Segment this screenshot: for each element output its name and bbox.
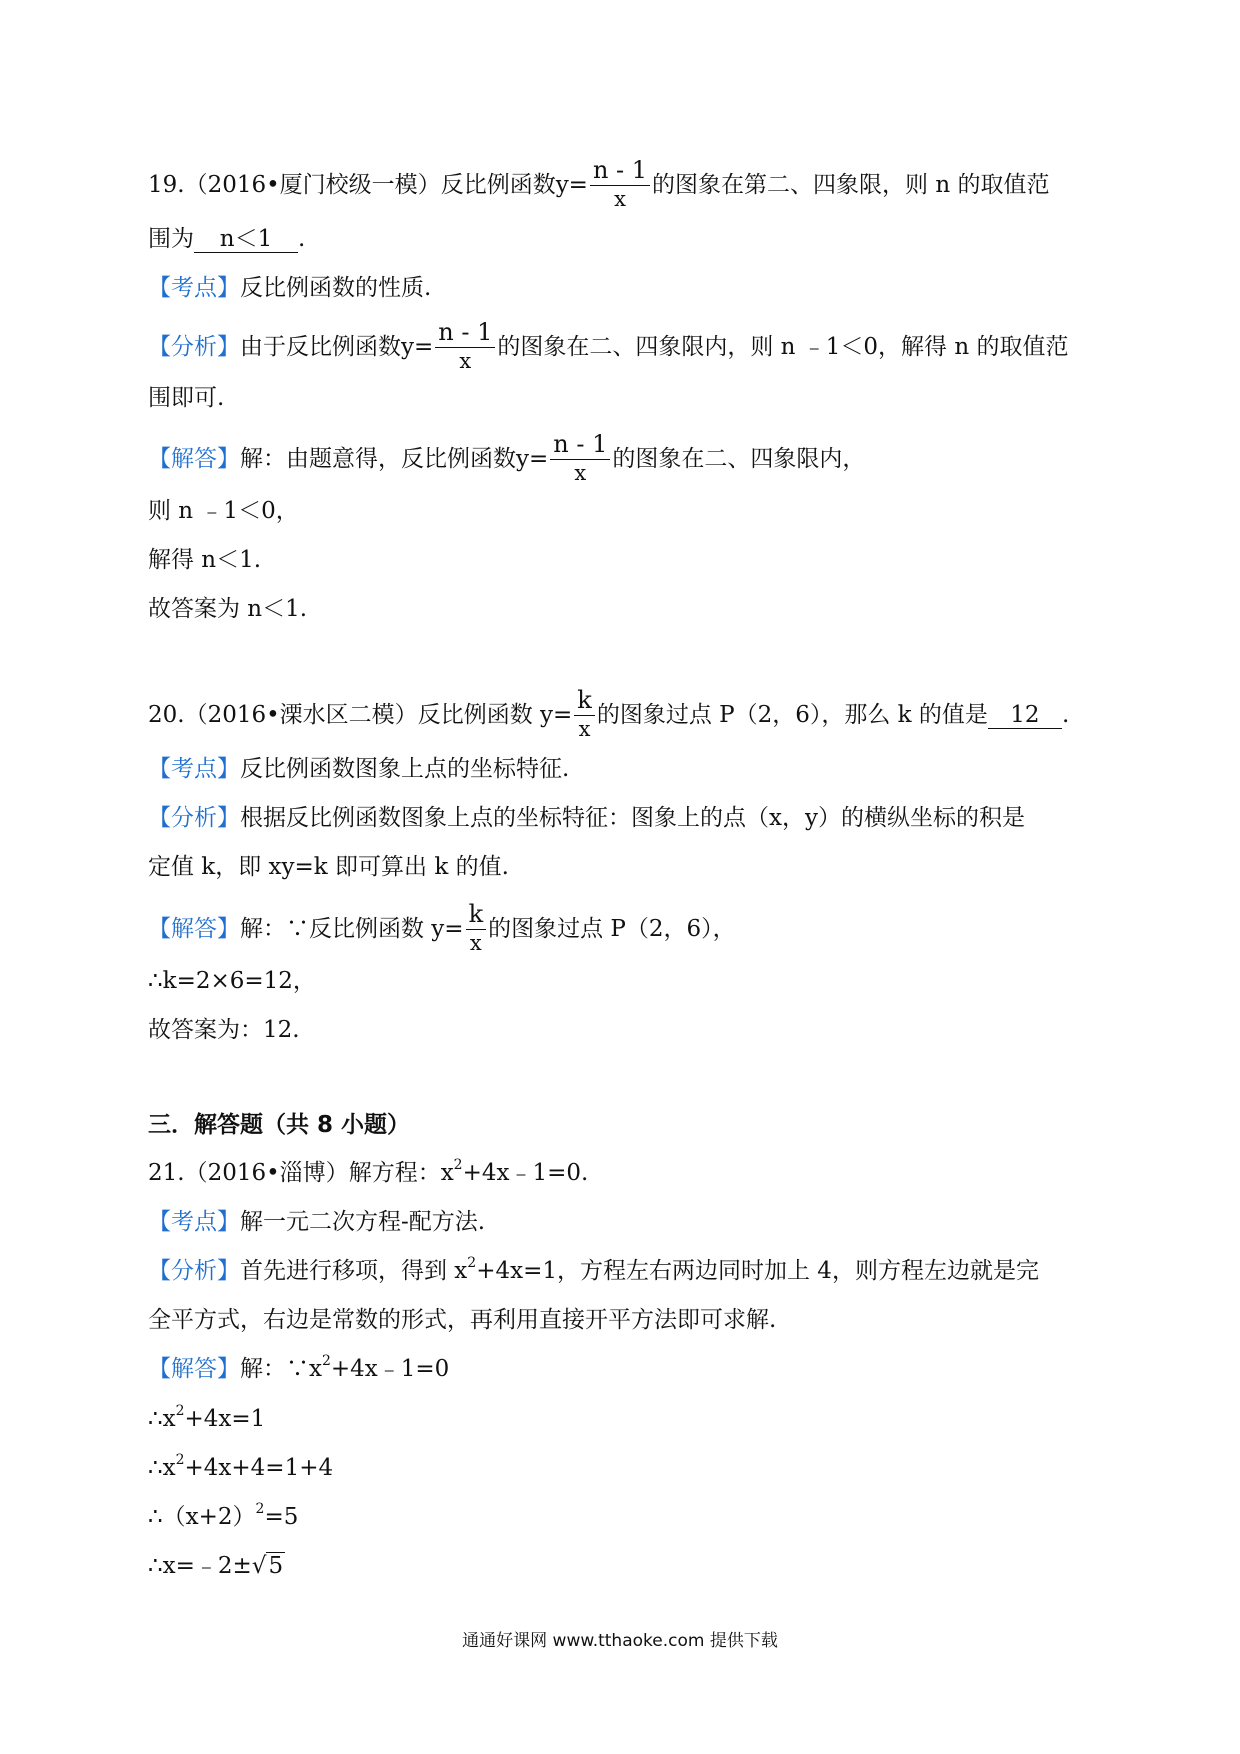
q21-jieda-b: +4x﹣1=0 — [330, 1356, 450, 1382]
q20-stem-line1 — [148, 686, 1070, 742]
q19-source: （2016•厦门校级一模） — [184, 172, 441, 198]
q19-fenxi-frac-den: x — [459, 349, 472, 373]
q20-step2: 故答案为：12. — [148, 1017, 300, 1043]
q19-jieda-fraction — [550, 432, 610, 484]
q21-step2 — [148, 1453, 333, 1483]
q20-kaodian-text: 反比例函数图象上点的坐标特征. — [240, 756, 570, 782]
q21-stem-b: +4x﹣1=0. — [462, 1160, 589, 1186]
q20-step1: ∴k=2×6=12， — [148, 968, 316, 994]
q20-frac-den: x — [578, 717, 591, 741]
q19-kaodian-text: 反比例函数的性质. — [240, 275, 432, 301]
q19-step1: 则 n ﹣1＜0， — [148, 498, 299, 524]
q21-stem — [148, 1158, 588, 1188]
q19-fenxi-line2 — [148, 383, 224, 413]
q19-jieda-frac-num: n - 1 — [550, 432, 610, 460]
q20-frac-num: k — [574, 688, 595, 716]
q21-step4-radicand: 5 — [268, 1553, 284, 1579]
q20-jieda-line1 — [148, 900, 736, 956]
q21-jieda-a: 解：∵x — [240, 1356, 322, 1382]
q21-step1-b: +4x=1 — [184, 1406, 266, 1432]
q19-jieda-line1 — [148, 430, 866, 486]
q20-jieda-frac-num: k — [466, 902, 487, 930]
q20-jieda-b: 的图象过点 P（2，6）， — [488, 916, 736, 942]
q20-fenxi-b: 定值 k，即 xy=k 即可算出 k 的值. — [148, 854, 509, 880]
sqrt-icon: √5 — [251, 1553, 284, 1579]
q19-fenxi-func-lhs: y= — [401, 334, 434, 360]
q19-fenxi-frac-num: n - 1 — [435, 320, 495, 348]
q21-stem-sup: 2 — [453, 1157, 463, 1174]
q19-step2: 解得 n＜1. — [148, 547, 262, 573]
q20-stem-end: . — [1061, 702, 1070, 728]
q20-jieda-fraction — [466, 902, 487, 954]
q19-fenxi-b: 的图象在二、四象限内，则 n ﹣1＜0，解得 n 的取值范 — [497, 334, 1069, 360]
q21-step1-a: ∴x — [148, 1406, 176, 1432]
q19-frac-den: x — [614, 187, 626, 211]
q20-source: （2016•溧水区二模） — [184, 702, 418, 728]
q21-step3-sup: 2 — [255, 1501, 265, 1518]
q19-fenxi-line1 — [148, 318, 1069, 374]
q21-step4-a: ∴x=﹣2± — [148, 1553, 252, 1579]
q21-step2-b: +4x+4=1+4 — [184, 1455, 334, 1481]
q20-kaodian — [148, 754, 569, 784]
q20-fenxi-a: 根据反比例函数图象上点的坐标特征：图象上的点（x，y）的横纵坐标的积是 — [240, 805, 1025, 831]
q21-jieda-tag: 【解答】 — [148, 1356, 240, 1382]
q21-fenxi-b: +4x=1，方程左右两边同时加上 4，则方程左边就是完 — [476, 1258, 1039, 1284]
q20-jieda-tag: 【解答】 — [148, 916, 240, 942]
q21-kaodian-text: 解一元二次方程-配方法. — [240, 1209, 486, 1235]
q19-fenxi-a: 由于反比例函数 — [240, 334, 401, 360]
q19-number: 19. — [148, 172, 185, 198]
q20-fenxi-tag: 【分析】 — [148, 805, 240, 831]
q19-stem-b: 的图象在第二、四象限，则 n 的取值范 — [652, 172, 1050, 198]
q21-fenxi-sup: 2 — [467, 1255, 477, 1272]
q19-jieda-a: 解：由题意得，反比例函数 — [240, 446, 516, 472]
q19-jieda-frac-den: x — [574, 461, 587, 485]
q19-stem-end: . — [298, 226, 306, 252]
q19-jieda-b: 的图象在二、四象限内， — [612, 446, 866, 472]
q19-func-lhs: y= — [555, 172, 588, 198]
q19-fenxi-fraction — [435, 320, 495, 372]
q21-step2-a: ∴x — [148, 1455, 176, 1481]
q19-frac-num: n - 1 — [590, 158, 650, 186]
q19-step3: 故答案为 n＜1. — [148, 596, 308, 622]
q21-step1-sup: 2 — [175, 1403, 185, 1420]
q21-step4 — [148, 1551, 285, 1581]
q21-jieda-sup: 2 — [321, 1353, 331, 1370]
q20-fenxi-line2 — [148, 852, 509, 882]
q19-fenxi-c: 围即可. — [148, 385, 225, 411]
q21-fenxi-a: 首先进行移项，得到 x — [240, 1258, 468, 1284]
q21-fenxi-c: 全平方式，右边是常数的形式，再利用直接开平方法即可求解. — [148, 1307, 777, 1333]
q20-stem-b: 的图象过点 P（2，6），那么 k 的值是 — [596, 702, 988, 728]
q20-number: 20. — [148, 702, 185, 728]
q19-kaodian — [148, 273, 431, 303]
q20-kaodian-tag: 【考点】 — [148, 756, 240, 782]
q21-step1 — [148, 1404, 265, 1434]
q19-kaodian-tag: 【考点】 — [148, 275, 240, 301]
q21-fenxi-line2 — [148, 1305, 776, 1335]
q20-jieda-frac-den: x — [469, 931, 482, 955]
q21-fenxi-line1 — [148, 1256, 1039, 1286]
q19-stem-line2 — [148, 224, 305, 254]
q21-step3-b: =5 — [264, 1504, 299, 1530]
q21-number: 21. — [148, 1160, 185, 1186]
q21-kaodian — [148, 1207, 485, 1237]
q21-step3 — [148, 1502, 298, 1532]
q19-stem-line1 — [148, 156, 1050, 212]
q21-fenxi-tag: 【分析】 — [148, 1258, 240, 1284]
q21-kaodian-tag: 【考点】 — [148, 1209, 240, 1235]
q19-jieda-func-lhs: y= — [516, 446, 549, 472]
q21-source: （2016•淄博） — [184, 1160, 349, 1186]
q20-stem-a: 反比例函数 y= — [417, 702, 573, 728]
q19-answer-blank: n＜1 — [194, 226, 298, 253]
q21-step3-a: ∴（x+2） — [148, 1504, 256, 1530]
q20-fenxi-line1 — [148, 803, 1025, 833]
q21-stem-a: 解方程：x — [348, 1160, 454, 1186]
q20-jieda-a: 解：∵反比例函数 y= — [240, 916, 464, 942]
q19-stem-a: 反比例函数 — [440, 172, 556, 198]
q19-fenxi-tag: 【分析】 — [148, 334, 240, 360]
section-3-title: 三．解答题（共 8 小题） — [148, 1112, 411, 1138]
page-footer: 通通好课网 www.tthaoke.com 提供下载 — [462, 1631, 778, 1651]
q19-stem-c: 围为 — [148, 226, 194, 252]
q20-answer-blank: 12 — [988, 702, 1062, 729]
q20-fraction — [574, 688, 595, 740]
q21-step2-sup: 2 — [175, 1452, 185, 1469]
q19-fraction — [590, 158, 650, 210]
q19-jieda-tag: 【解答】 — [148, 446, 240, 472]
q21-jieda-line1 — [148, 1354, 449, 1384]
